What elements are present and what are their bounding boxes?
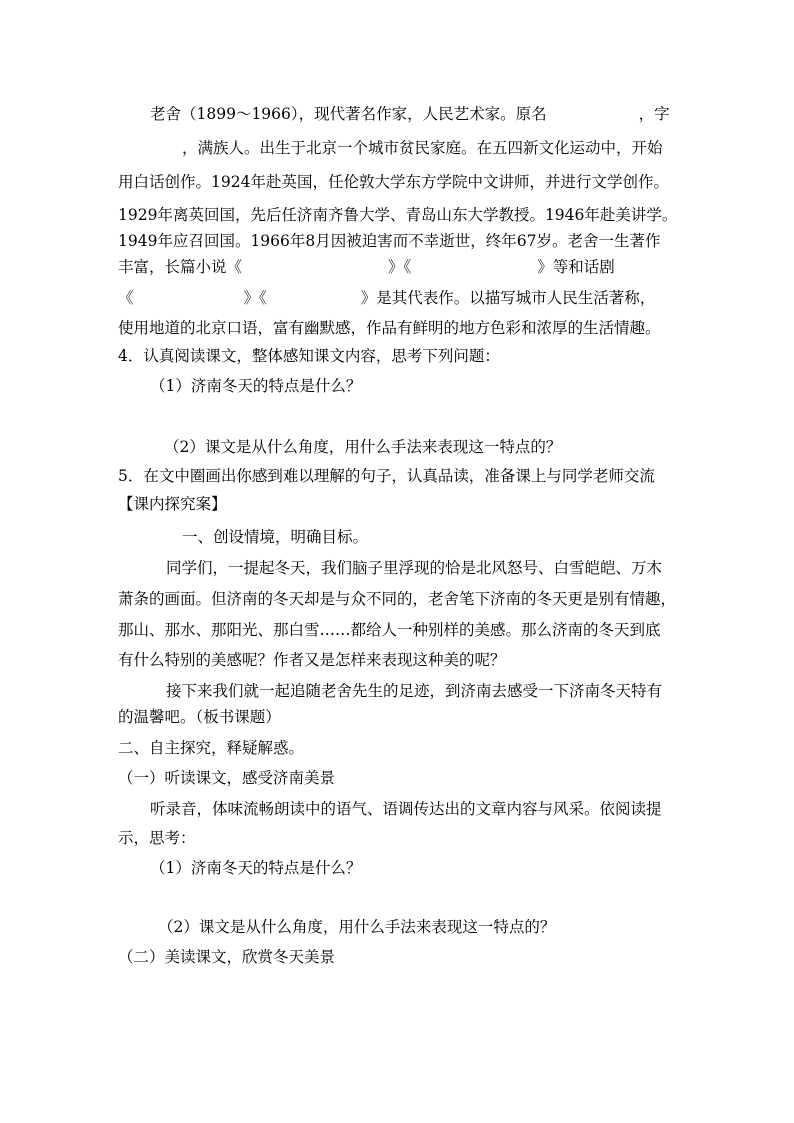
part1-para1-line3: 那山、那水、那阳光、那白雪……都给人一种别样的美感。那么济南的冬天到底 <box>118 621 661 639</box>
bio-text: 》《 <box>388 258 412 276</box>
bio-line-6 <box>118 257 615 277</box>
bio-line-8: 使用地道的北京口语，富有幽默感，作品有鲜明的地方色彩和浓厚的生活情趣。 <box>118 319 661 337</box>
part1-para1-line2: 萧条的画面。但济南的冬天却是与众不同的，老舍笔下济南的冬天更是别有情趣， <box>118 590 677 608</box>
part2-subheading-1: （一）听读课文，感受济南美景 <box>118 769 336 787</box>
bio-text: 》是其代表作。以描写城市人民生活著称， <box>360 289 656 307</box>
section-title: 【课内探究案】 <box>118 495 227 513</box>
part2-heading: 二、自主探究，释疑解惑。 <box>118 739 305 757</box>
bio-line-2: ，满族人。出生于北京一个城市贫民家庭。在五四新文化运动中，开始 <box>182 139 663 157</box>
bio-text: 《 <box>118 289 134 307</box>
part1-para2-line1: 接下来我们就一起追随老舍先生的足迹，到济南去感受一下济南冬天特有 <box>166 682 663 700</box>
part1-heading: 一、创设情境，明确目标。 <box>182 528 369 546</box>
bio-line-4: 1929年离英回国，先后任济南齐鲁大学、青岛山东大学教授。1946年赴美讲学。 <box>118 206 678 224</box>
part2-question-2: （2）课文是从什么角度，用什么手法来表现这一特点的？ <box>158 918 556 936</box>
bio-text: 丰富，长篇小说《 <box>118 258 243 276</box>
task4-question-2: （2）课文是从什么角度，用什么手法来表现这一特点的？ <box>164 438 562 456</box>
bio-text: 老舍（1899～1966），现代著名作家，人民艺术家。原名 <box>150 105 547 123</box>
part2-question-1: （1）济南冬天的特点是什么？ <box>150 859 362 877</box>
part1-para2-line2: 的温馨吧。（板书课题） <box>118 708 281 726</box>
bio-text: 》等和话剧 <box>537 258 615 276</box>
bio-line-1 <box>150 104 670 124</box>
bio-line-3: 用白话创作。1924年赴英国，任伦敦大学东方学院中文讲师，并进行文学创作。 <box>118 173 669 191</box>
bio-line-7 <box>118 288 655 308</box>
part1-para1-line4: 有什么特别的美感呢？作者又是怎样来表现这种美的呢？ <box>118 651 506 669</box>
task4-question-1: （1）济南冬天的特点是什么？ <box>150 377 362 395</box>
part2-para-line2: 示，思考： <box>118 829 196 847</box>
bio-line-5: 1949年应召回国。1966年8月因被迫害而不幸逝世，终年67岁。老舍一生著作 <box>118 232 661 250</box>
part2-para-line1: 听录音，体味流畅朗读中的语气、语调传达出的文章内容与风采。依阅读提 <box>150 800 662 818</box>
bio-text: 》《 <box>243 289 267 307</box>
task5-text: 5．在文中圈画出你感到难以理解的句子，认真品读，准备课上与同学老师交流 <box>118 467 655 485</box>
part1-para1-line1: 同学们，一提起冬天，我们脑子里浮现的恰是北风怒号、白雪皑皑、万木 <box>166 559 663 577</box>
part2-subheading-2: （二）美读课文，欣赏冬天美景 <box>118 948 336 966</box>
task4-title: 4．认真阅读课文，整体感知课文内容，思考下列问题： <box>118 347 500 365</box>
bio-text: ，字 <box>638 105 670 123</box>
